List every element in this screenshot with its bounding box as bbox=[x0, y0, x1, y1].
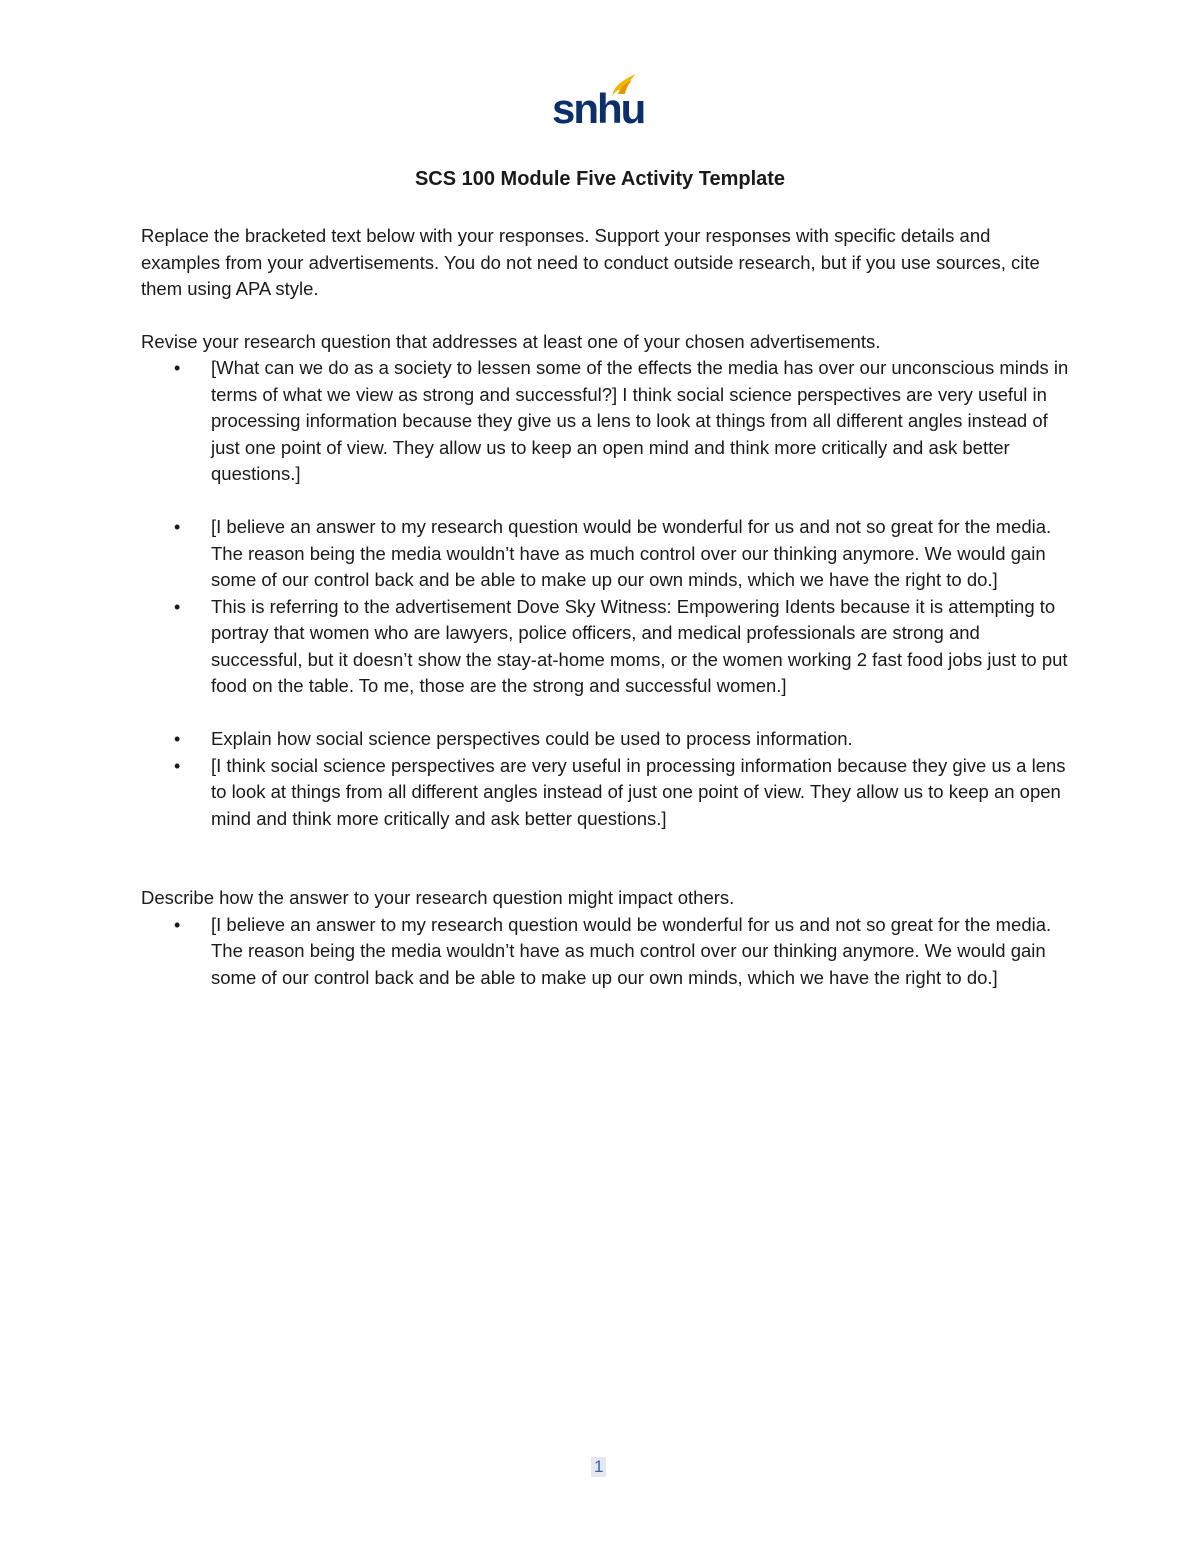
bullet-icon: • bbox=[174, 729, 181, 749]
intro-paragraph: Replace the bracketed text below with your responses. Support your responses with specific details and examples from your advertisements. You do not need to conduct outside research, but if you use sources, cite them using APA style. bbox=[141, 225, 1040, 299]
spacer bbox=[141, 488, 1071, 515]
list-item bbox=[141, 594, 1071, 700]
bullet-icon: • bbox=[174, 755, 181, 776]
bullet-icon: • bbox=[174, 596, 181, 617]
section1-heading: Revise your research question that addresses at least one of your chosen advertisements. bbox=[141, 330, 881, 352]
section2-list bbox=[141, 912, 1071, 992]
bullet-icon: • bbox=[174, 914, 181, 935]
page-title: SCS 100 Module Five Activity Template bbox=[414, 168, 786, 190]
spacer bbox=[141, 832, 1071, 885]
list-item bbox=[141, 912, 1071, 992]
list-item bbox=[141, 355, 1071, 488]
list-item-text: Explain how social science perspectives could be used to process information. bbox=[211, 728, 853, 749]
list-item bbox=[141, 726, 1071, 753]
snhu-logo bbox=[552, 72, 645, 136]
list-item-text: [I believe an answer to my research question would be wonderful for us and not so great for the media. The reason being the media wouldn’t have as much control over our thinking anymore. We would gain some of our control back and be able to make up our own minds, which we have the right to do.] bbox=[211, 913, 1052, 988]
logo-text: snhu bbox=[552, 85, 645, 132]
list-item-text: [I believe an answer to my research question would be wonderful for us and not so great for the media. The reason being the media wouldn’t have as much control over our thinking anymore. We would gain some of our control back and be able to make up our own minds, which we have the right to do.] bbox=[211, 516, 1052, 590]
list-item-text: [I think social science perspectives are very useful in processing information because they give us a lens to look at things from all different angles instead of just one point of view. They allow us to keep an open mind and think more critically and ask better questions.] bbox=[211, 754, 1066, 829]
list-item-text: [What can we do as a society to lessen some of the effects the media has over our unconscious minds in terms of what we view as strong and successful?] I think social science perspectives are very useful in processing information because they give us a lens to look at things from all different angles instead of just one point of view. They allow us to keep an open mind and think more critically and ask better questions.] bbox=[211, 357, 1069, 484]
list-item bbox=[141, 753, 1071, 833]
section1-list bbox=[141, 355, 1071, 832]
list-item bbox=[141, 514, 1071, 594]
page-number: 1 bbox=[591, 1457, 606, 1477]
bullet-icon: • bbox=[174, 358, 181, 378]
list-item-text: This is referring to the advertisement Dove Sky Witness: Empowering Idents because it is attempting to portray that women who are lawyers, police officers, and medical professionals are strong and successful, but it doesn’t show the stay-at-home moms, or the women working 2 fast food jobs just to put food on the table. To me, those are the strong and successful women.] bbox=[211, 595, 1068, 696]
spacer bbox=[141, 700, 1071, 727]
section2-heading: Describe how the answer to your research question might impact others. bbox=[141, 887, 735, 908]
bullet-icon: • bbox=[174, 517, 181, 537]
document-body bbox=[141, 223, 1071, 991]
